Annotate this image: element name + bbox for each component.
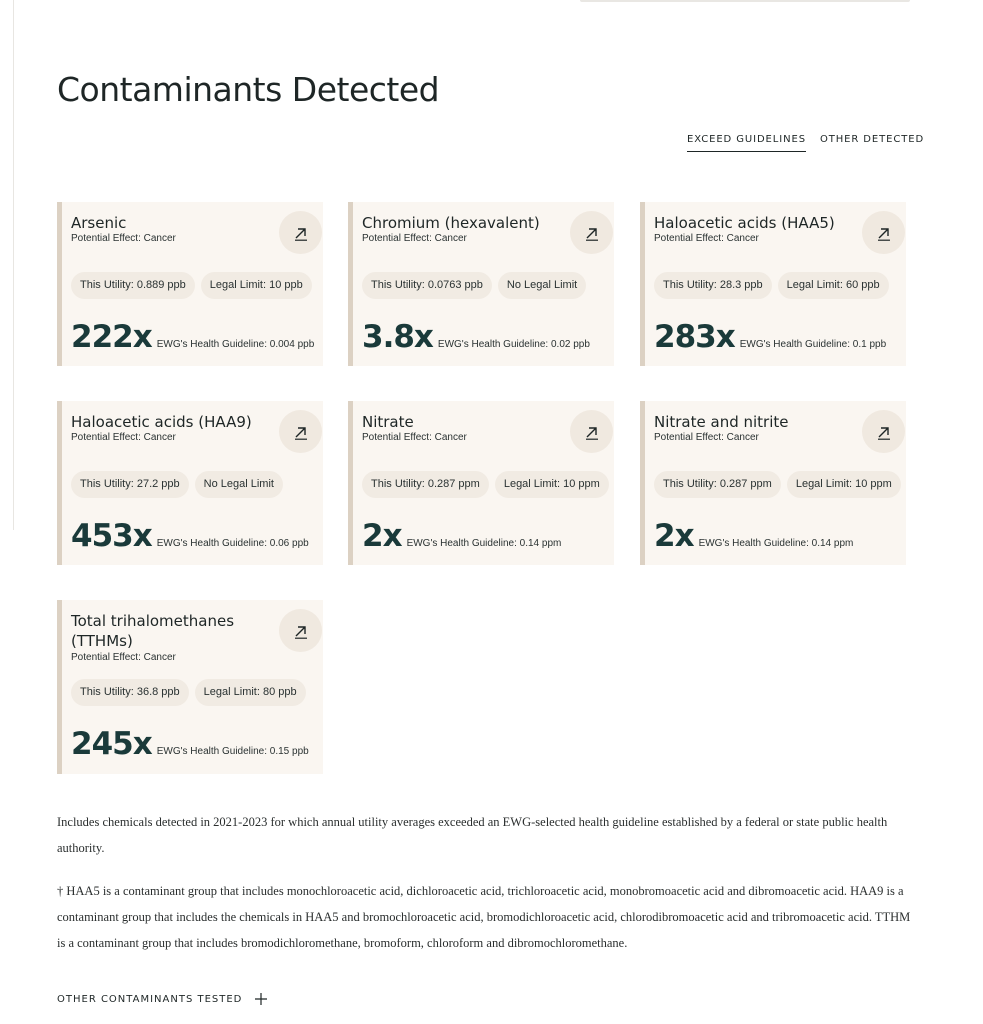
health-guideline-text: EWG's Health Guideline: 0.004 ppb [156,339,315,350]
arrow-up-right-icon [876,225,892,241]
contaminant-card-haa5[interactable] [640,202,906,366]
tab-other-detected[interactable]: OTHER DETECTED [819,134,925,145]
arrow-up-right-icon [584,424,600,440]
utility-value-pill: This Utility: 27.2 ppb [71,471,189,498]
other-contaminants-tested-toggle[interactable] [57,992,268,1006]
value-pills [71,272,312,299]
arrow-up-right-icon [293,424,309,440]
tab-exceed-guidelines[interactable]: EXCEED GUIDELINES [687,134,806,152]
contaminant-groups-note: † HAA5 is a contaminant group that includes monochloroacetic acid, dichloroacetic acid, trichloroacetic acid, monobromoacetic acid and dibromoacetic acid. HAA9 is a contaminant group that includes the chemicals in HAA5 and bromochloroacetic acid, bromodichloroacetic acid, chlorodibromoacetic acid and tribromoacetic acid. TTHM is a contaminant group that includes bromodichloromethane, bromoform, chloroform and dibromochloromethane. [57,884,911,950]
utility-value-pill: This Utility: 0.0763 ppb [362,272,492,299]
open-contaminant-button[interactable] [279,609,322,652]
potential-effect: Potential Effect: Cancer [71,652,176,663]
open-contaminant-button[interactable] [862,410,905,453]
legal-limit-pill: Legal Limit: 80 ppb [195,679,306,706]
potential-effect: Potential Effect: Cancer [362,233,467,244]
value-pills [362,272,586,299]
contaminant-card-chromium[interactable] [348,202,614,366]
potential-effect: Potential Effect: Cancer [71,432,176,443]
health-guideline-text: EWG's Health Guideline: 0.1 ppb [739,339,887,350]
utility-value-pill: This Utility: 0.287 ppm [362,471,489,498]
potential-effect: Potential Effect: Cancer [654,432,759,443]
arrow-up-right-icon [293,623,309,639]
guideline-row [654,518,853,554]
times-guideline-value: 2x [362,518,402,554]
page-title: Contaminants Detected [57,70,440,109]
contaminant-name[interactable]: Nitrate and nitrite [654,413,789,431]
value-pills [71,679,306,706]
contaminant-name[interactable]: Chromium (hexavalent) [362,214,540,232]
guideline-row [362,319,590,355]
contaminant-name[interactable]: Arsenic [71,214,127,232]
contaminant-card-arsenic[interactable] [57,202,323,366]
open-contaminant-button[interactable] [862,211,905,254]
legal-limit-pill: Legal Limit: 10 ppb [201,272,312,299]
open-contaminant-button[interactable] [279,410,322,453]
open-contaminant-button[interactable] [570,211,613,254]
value-pills [654,471,901,498]
times-guideline-value: 453x [71,518,152,554]
utility-value-pill: This Utility: 28.3 ppb [654,272,772,299]
times-guideline-value: 2x [654,518,694,554]
utility-value-pill: This Utility: 0.287 ppm [654,471,781,498]
health-guideline-text: EWG's Health Guideline: 0.06 ppb [156,538,309,549]
arrow-up-right-icon [584,225,600,241]
contaminant-card-nitrate-nitrite[interactable] [640,401,906,565]
potential-effect: Potential Effect: Cancer [362,432,467,443]
contaminant-card-tthm[interactable] [57,600,323,774]
legal-limit-pill: No Legal Limit [195,471,283,498]
arrow-up-right-icon [876,424,892,440]
legal-limit-pill: Legal Limit: 10 ppm [495,471,609,498]
times-guideline-value: 222x [71,319,152,355]
utility-value-pill: This Utility: 36.8 ppb [71,679,189,706]
contaminant-name[interactable]: Haloacetic acids (HAA9) [71,413,252,431]
value-pills [71,471,283,498]
health-guideline-text: EWG's Health Guideline: 0.14 ppm [698,538,854,549]
top-panel-edge [580,0,910,2]
potential-effect: Potential Effect: Cancer [654,233,759,244]
times-guideline-value: 245x [71,726,152,762]
health-guideline-text: EWG's Health Guideline: 0.02 ppb [437,339,590,350]
health-guideline-text: EWG's Health Guideline: 0.15 ppb [156,746,309,757]
plus-icon [254,992,268,1006]
health-guideline-text: EWG's Health Guideline: 0.14 ppm [406,538,562,549]
guideline-row [71,726,309,762]
guideline-row [71,518,309,554]
open-contaminant-button[interactable] [570,410,613,453]
contaminant-card-nitrate[interactable] [348,401,614,565]
contaminant-name[interactable]: Total trihalomethanes (TTHMs) [71,612,235,650]
contaminant-card-haa9[interactable] [57,401,323,565]
other-contaminants-tested-label: OTHER CONTAMINANTS TESTED [57,993,243,1005]
contaminant-name[interactable]: Nitrate [362,413,414,431]
utility-value-pill: This Utility: 0.889 ppb [71,272,195,299]
guideline-row [71,319,314,355]
times-guideline-value: 283x [654,319,735,355]
legal-limit-pill: Legal Limit: 10 ppm [787,471,901,498]
value-pills [362,471,609,498]
open-contaminant-button[interactable] [279,211,322,254]
value-pills [654,272,889,299]
legal-limit-pill: Legal Limit: 60 ppb [778,272,889,299]
times-guideline-value: 3.8x [362,319,433,355]
includes-note: Includes chemicals detected in 2021-2023 for which annual utility averages exceeded an EWG-selected health guideline established by a federal or state public health authority. [57,815,888,855]
potential-effect: Potential Effect: Cancer [71,233,176,244]
guideline-row [654,319,886,355]
arrow-up-right-icon [293,225,309,241]
tab-bar [687,134,924,152]
legal-limit-pill: No Legal Limit [498,272,586,299]
contaminant-name[interactable]: Haloacetic acids (HAA5) [654,214,835,232]
left-divider [13,0,14,530]
guideline-row [362,518,561,554]
